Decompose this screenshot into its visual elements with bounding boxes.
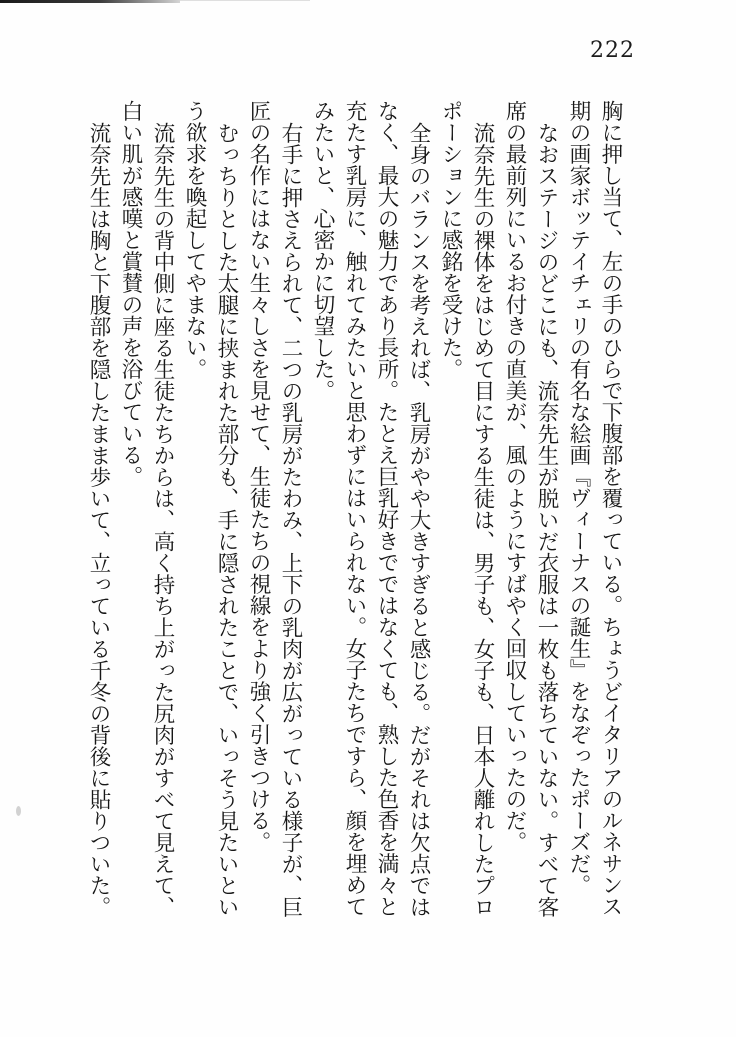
scan-edge-artifact-faint: [180, 0, 310, 1]
paragraph: むっちりとした太腿に挟まれた部分も、手に隠されたことで、いっそう見たいという欲求を喚起してやまない。: [182, 100, 239, 917]
paragraph: なおステージのどこにも、流奈先生が脱いだ衣服は一枚も落ちていない。すべて客席の最前列にいるお付きの直美が、風のようにすばやく回収していったのだ。: [502, 100, 559, 917]
scan-edge-artifact: [0, 0, 180, 3]
paragraph: 胸に押し当て、左の手のひらで下腹部を覆っている。ちょうどイタリアのルネサンス期の画家ボッテイチェリの有名な絵画『ヴィーナスの誕生』をなぞったポーズだ。: [566, 100, 623, 917]
paragraph: 流奈先生の裸体をはじめて目にする生徒は、男子も、女子も、日本人離れしたプロポーションに感銘を受けた。: [438, 100, 495, 917]
page-number: 222: [590, 38, 635, 63]
body-text-block: [82, 100, 626, 918]
paragraph: 右手に押さえられて、二つの乳房がたわみ、上下の乳肉が広がっている様子が、巨匠の名作にはない生々しさを見せて、生徒たちの視線をより強く引きつける。: [246, 100, 303, 917]
scan-speck-artifact: [16, 806, 21, 816]
paragraph: 流奈先生は胸と下腹部を隠したまま歩いて、立っている千冬の背後に貼りついた。: [86, 121, 111, 917]
paragraph: 全身のバランスを考えれば、乳房がやや大きすぎると感じる。だがそれは欠点ではなく、最大の魅力であり長所。たとえ巨乳好きでではなくても、熟した色香を満々と充たす乳房に、触れてみたいと思わずにはいられない。女子たちですら、顔を埋めてみたいと、心密かに切望した。: [310, 100, 431, 917]
paragraph: 流奈先生の背中側に座る生徒たちからは、高く持ち上がった尻肉がすべて見えて、白い肌が感嘆と賞賛の声を浴びている。: [118, 100, 175, 917]
